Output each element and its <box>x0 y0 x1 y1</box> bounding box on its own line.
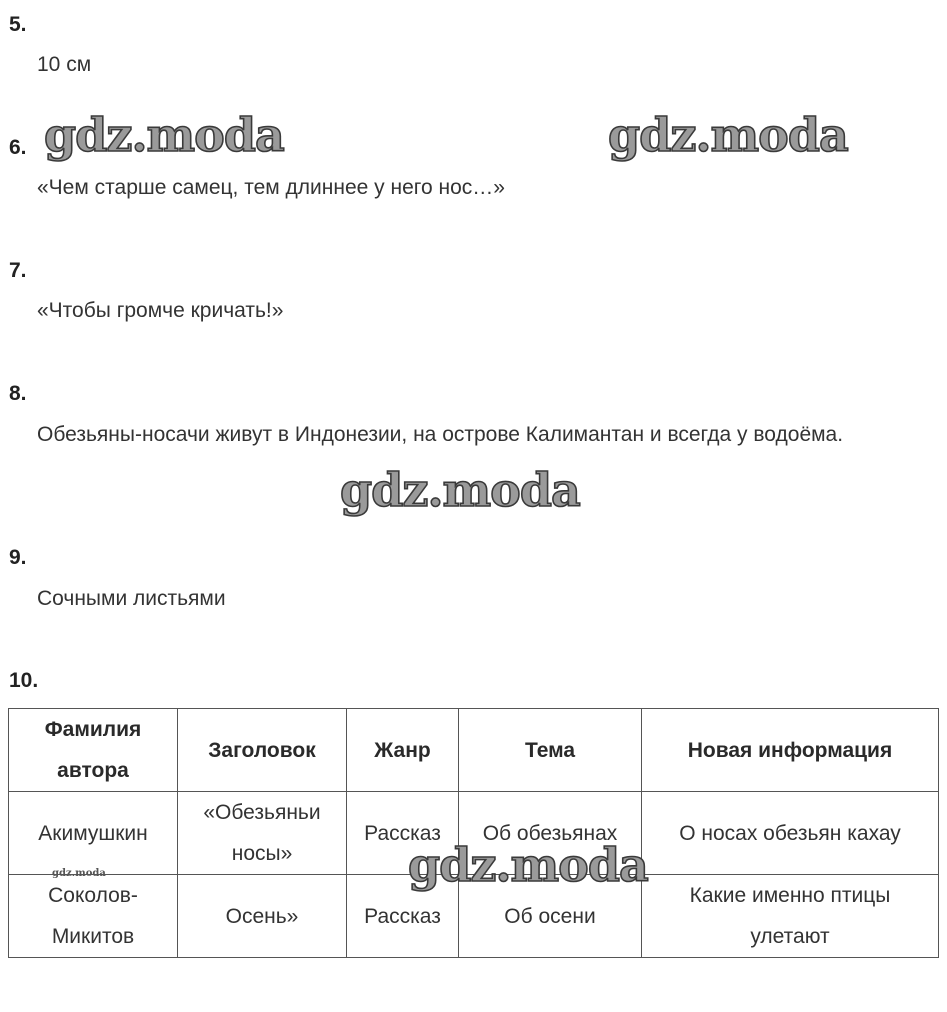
cell-genre: Рассказ <box>347 792 459 875</box>
table-header-row <box>9 709 939 792</box>
watermark-small: gdz.moda <box>52 868 106 879</box>
watermark: gdz.moda <box>44 108 284 162</box>
item-answer-9: Сочными листьями <box>37 587 226 610</box>
table-row <box>9 875 939 958</box>
cell-new-info: О носах обезьян кахау <box>642 792 939 875</box>
watermark: gdz.moda <box>408 838 648 892</box>
cell-author: Акимушкин <box>9 792 178 875</box>
cell-title: «Обезьяньи носы» <box>178 792 347 875</box>
header-theme: Тема <box>459 709 642 792</box>
cell-theme: Об осени <box>459 875 642 958</box>
item-number-5: 5. <box>9 13 27 36</box>
item-answer-5: 10 см <box>37 53 92 76</box>
item-number-10: 10. <box>9 669 39 692</box>
cell-author: Соколов-Микитов <box>9 875 178 958</box>
item-number-6: 6. <box>9 136 27 159</box>
cell-theme: Об обезьянах <box>459 792 642 875</box>
cell-new-info: Какие именно птицы улетают <box>642 875 939 958</box>
cell-genre: Рассказ <box>347 875 459 958</box>
item-answer-6: «Чем старше самец, тем длиннее у него нос…» <box>37 176 505 199</box>
item-number-7: 7. <box>9 259 27 282</box>
header-genre: Жанр <box>347 709 459 792</box>
header-title: Заголовок <box>178 709 347 792</box>
reading-table <box>8 708 939 958</box>
watermark: gdz.moda <box>340 463 580 517</box>
item-number-8: 8. <box>9 382 27 405</box>
item-answer-8: Обезьяны-носачи живут в Индонезии, на острове Калимантан и всегда у водоёма. <box>37 423 844 446</box>
item-number-9: 9. <box>9 546 27 569</box>
item-answer-7: «Чтобы громче кричать!» <box>37 299 284 322</box>
header-author: Фамилия автора <box>9 709 178 792</box>
cell-title: Осень» <box>178 875 347 958</box>
table-row <box>9 792 939 875</box>
watermark: gdz.moda <box>608 108 848 162</box>
header-new-info: Новая информация <box>642 709 939 792</box>
